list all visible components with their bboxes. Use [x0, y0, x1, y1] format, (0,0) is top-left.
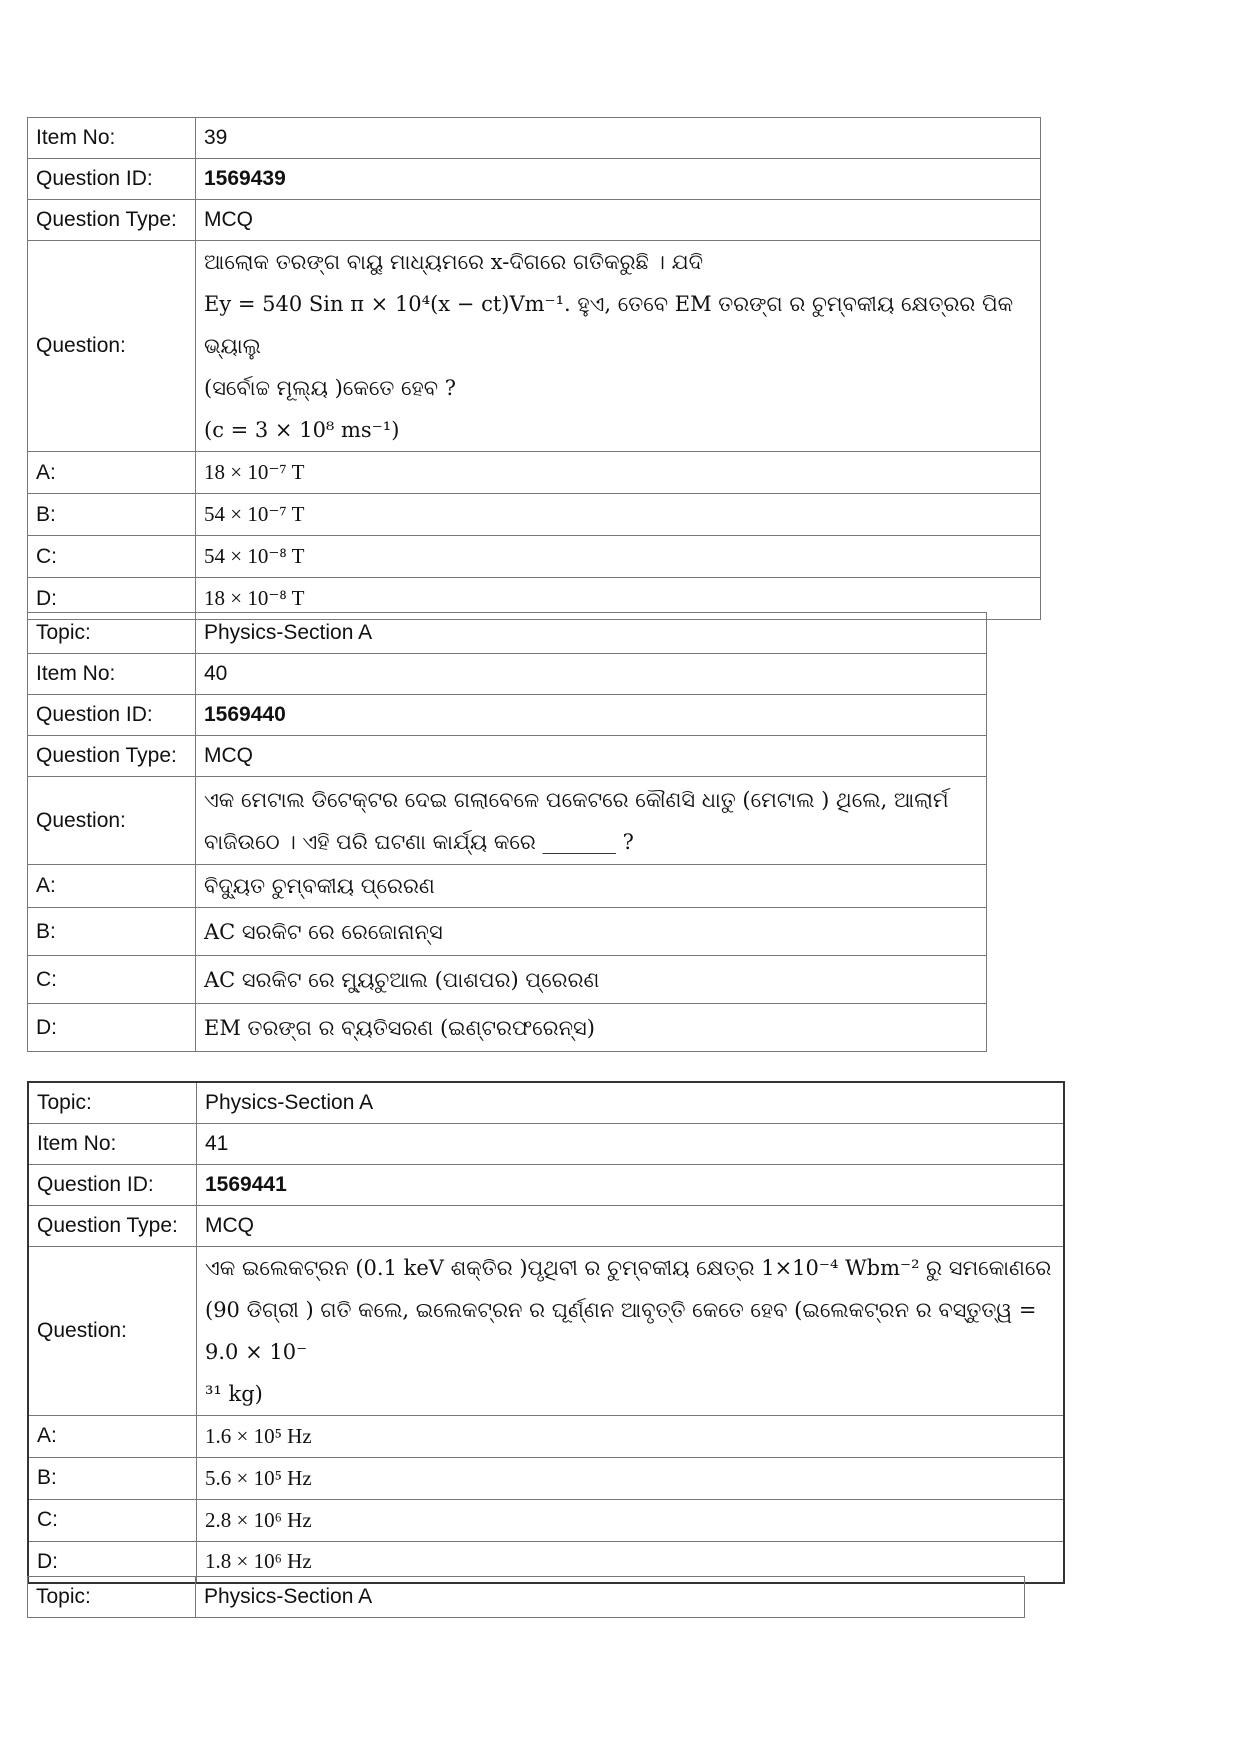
- option-b: 54 × 10⁻⁷ T: [196, 494, 1041, 536]
- option-a-label: A:: [28, 452, 196, 494]
- question-type-value: MCQ: [197, 1205, 1065, 1246]
- question-type-value: MCQ: [196, 736, 987, 777]
- option-a: 1.6 × 10⁵ Hz: [197, 1415, 1065, 1457]
- question-id-value: 1569440: [196, 695, 987, 736]
- question-id-label: Question ID:: [28, 159, 196, 200]
- question-label: Question:: [28, 241, 196, 452]
- option-b-label: B:: [28, 1457, 197, 1499]
- option-d: 18 × 10⁻⁸ T: [196, 578, 1041, 620]
- question-line: (ସର୍ବୋଚ୍ଚ ମୂଲ୍ୟ )କେତେ ହେବ ?: [204, 376, 457, 400]
- option-c: 2.8 × 10⁶ Hz: [197, 1499, 1065, 1541]
- question-label: Question:: [28, 1246, 197, 1415]
- topic-value: Physics-Section A: [196, 613, 987, 654]
- question-table-41: [27, 1081, 1065, 1584]
- option-d-label: D:: [28, 1004, 196, 1052]
- question-line: ବାଜିଉଠେ । ଏହି ପରି ଘଟଣା କାର୍ଯ୍ୟ କରେ _______ ?: [204, 829, 634, 854]
- option-c-label: C:: [28, 956, 196, 1004]
- topic-value: Physics-Section A: [197, 1082, 1065, 1123]
- option-b: AC ସରକିଟ ରେ ରେଜୋନାନ୍ସ: [196, 908, 987, 956]
- question-type-label: Question Type:: [28, 1205, 197, 1246]
- option-d: EM ତରଙ୍ଗ ର ବ୍ୟତିସରଣ (ଇଣ୍ଟରଫରେନ୍ସ): [196, 1004, 987, 1052]
- question-type-label: Question Type:: [28, 736, 196, 777]
- option-d: 1.8 × 10⁶ Hz: [197, 1541, 1065, 1583]
- option-c-label: C:: [28, 1499, 197, 1541]
- option-a-label: A:: [28, 1415, 197, 1457]
- item-no-value: 40: [196, 654, 987, 695]
- question-text: [197, 1246, 1065, 1415]
- question-label: Question:: [28, 777, 196, 865]
- topic-label: Topic:: [28, 1577, 196, 1618]
- option-d-label: D:: [28, 578, 196, 620]
- item-no-label: Item No:: [28, 118, 196, 159]
- question-line: (c = 3 × 10⁸ ms⁻¹): [204, 418, 400, 442]
- question-table-39: [27, 117, 1041, 620]
- question-line: (90 ଡିଗ୍ରୀ ) ଗତି କଲେ, ଇଲେକଟ୍ରନ ର ଘୂର୍ଣ୍ଣନ ଆବୃତ୍ତି କେତେ ହେବ (ଇଲେକଟ୍ରନ ର ବସ୍ତୁତ୍ୱ = 9.0 × 10⁻: [205, 1297, 1037, 1364]
- question-text: [196, 241, 1041, 452]
- question-line: ଏକ ଇଲେକଟ୍ରନ (0.1 keV ଶକ୍ତିର )ପୃଥିବୀ ର ଚୁମ୍ବକୀୟ କ୍ଷେତ୍ର 1×10⁻⁴ Wbm⁻² ରୁ ସମକୋଣରେ: [205, 1255, 1052, 1280]
- option-c: AC ସରକିଟ ରେ ମ୍ୟୁଚୁଆଲ (ପାଶପର) ପ୍ରେରଣ: [196, 956, 987, 1004]
- question-line: ଆଲୋକ ତରଙ୍ଗ ବାୟୁ ମାଧ୍ୟମରେ x-ଦିଗରେ ଗତିକରୁଛି । ଯଦି: [204, 250, 704, 274]
- item-no-label: Item No:: [28, 654, 196, 695]
- option-b-label: B:: [28, 494, 196, 536]
- question-id-label: Question ID:: [28, 695, 196, 736]
- option-b: 5.6 × 10⁵ Hz: [197, 1457, 1065, 1499]
- question-id-value: 1569441: [197, 1164, 1065, 1205]
- option-a: ବିଦ୍ୟୁତ ଚୁମ୍ବକୀୟ ପ୍ରେରଣ: [196, 865, 987, 908]
- question-id-label: Question ID:: [28, 1164, 197, 1205]
- option-c-label: C:: [28, 536, 196, 578]
- topic-label: Topic:: [28, 1082, 197, 1123]
- topic-label: Topic:: [28, 613, 196, 654]
- option-c: 54 × 10⁻⁸ T: [196, 536, 1041, 578]
- question-id-value: 1569439: [196, 159, 1041, 200]
- question-table-40: [27, 612, 987, 1052]
- item-no-value: 39: [196, 118, 1041, 159]
- option-a: 18 × 10⁻⁷ T: [196, 452, 1041, 494]
- topic-value: Physics-Section A: [196, 1577, 1025, 1618]
- question-line: ଏକ ମେଟାଲ ଡିଟେକ୍ଟର ଦେଇ ଗଲାବେଳେ ପକେଟରେ କୌଣସି ଧାତୁ (ମେଟାଲ ) ଥିଲେ, ଆଲାର୍ମ: [204, 787, 949, 812]
- question-text: [196, 777, 987, 865]
- question-table-42: [27, 1576, 1025, 1618]
- option-b-label: B:: [28, 908, 196, 956]
- question-line: Ey = 540 Sin π × 10⁴(x − ct)Vm⁻¹. ହୁଏ, ତେବେ EM ତରଙ୍ଗ ର ଚୁମ୍ବକୀୟ କ୍ଷେତ୍ରର ପିକ ଭ୍ୟାଲୁ: [204, 292, 1014, 358]
- question-line: ³¹ kg): [205, 1381, 263, 1406]
- item-no-label: Item No:: [28, 1123, 197, 1164]
- option-a-label: A:: [28, 865, 196, 908]
- option-d-label: D:: [28, 1541, 197, 1583]
- question-type-value: MCQ: [196, 200, 1041, 241]
- item-no-value: 41: [197, 1123, 1065, 1164]
- question-type-label: Question Type:: [28, 200, 196, 241]
